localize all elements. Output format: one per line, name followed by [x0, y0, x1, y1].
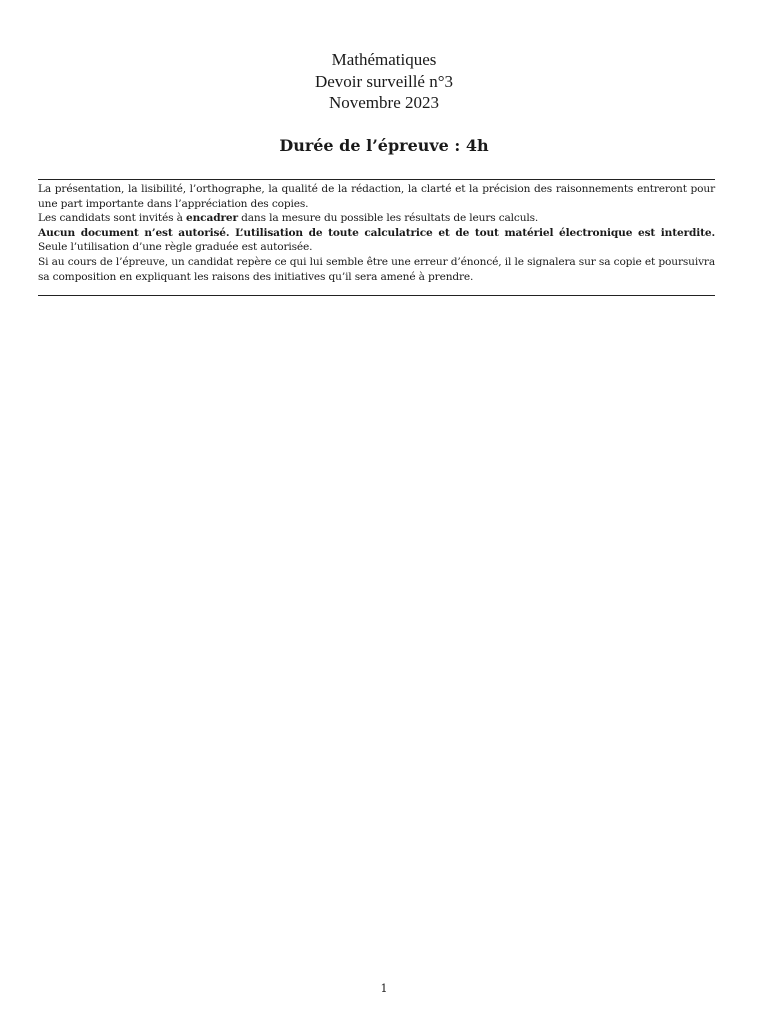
- instruction-text: Les candidats sont invités à: [38, 212, 187, 225]
- subject-title: Mathématiques: [331, 50, 437, 69]
- instruction-errors: Si au cours de l’épreuve, un candidat repère ce qui lui semble être une erreur d’énoncé, il le signalera sur sa copie et poursuivra sa composition en expliquant les raisons des initiatives qu’il sera amené à prendre.: [38, 255, 715, 283]
- instruction-encadrer: [38, 211, 715, 226]
- instruction-emphasis: Aucun document n’est autorisé. L’utilisation de toute calculatrice et de tout matériel électronique est interdite.: [38, 226, 715, 239]
- instruction-documents: [38, 226, 715, 255]
- exam-date: Novembre 2023: [328, 93, 439, 112]
- instruction-emphasis: encadrer: [186, 212, 238, 225]
- exam-duration: Durée de l’épreuve : 4h: [279, 136, 489, 155]
- page-number: 1: [380, 982, 388, 995]
- instructions-block: [38, 182, 715, 284]
- instruction-presentation: La présentation, la lisibilité, l’orthographe, la qualité de la rédaction, la clarté et la précision des raisonnements entreront pour une part importante dans l’appréciation des copies.: [38, 183, 715, 210]
- top-divider: [38, 179, 715, 180]
- instruction-text: dans la mesure du possible les résultats de leurs calculs.: [237, 212, 539, 225]
- exam-title: Devoir surveillé n°3: [314, 71, 454, 91]
- bottom-divider: [38, 295, 715, 296]
- instruction-text: Seule l’utilisation d’une règle graduée est autorisée.: [38, 241, 313, 254]
- exam-header: [0, 49, 768, 114]
